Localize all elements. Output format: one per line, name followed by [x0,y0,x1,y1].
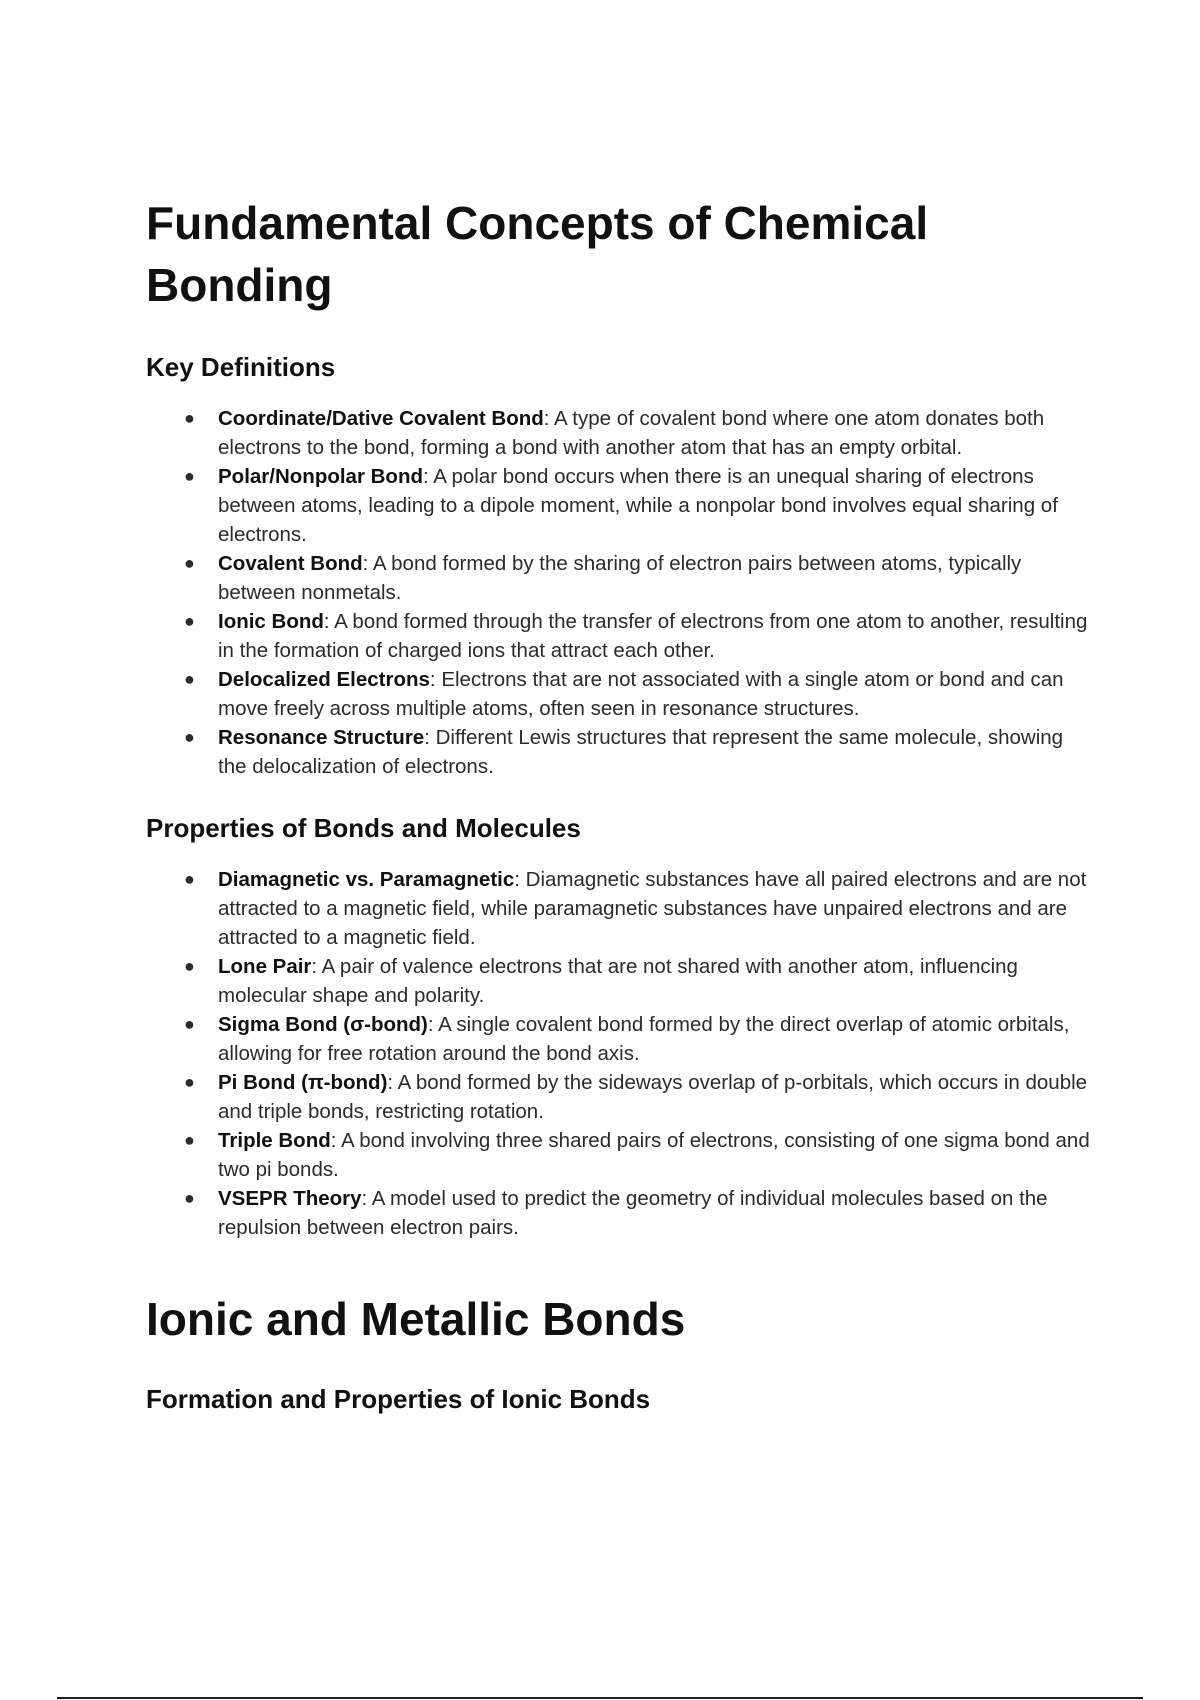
term: Polar/Nonpolar Bond [218,465,423,488]
document-page [146,192,1096,1416]
definition: : Diamagnetic substances have all paired electrons and are not attracted to a magnetic field, while paramagnetic substances have unpaired electrons and are attracted to a magnetic field. [218,868,1087,949]
term: Diamagnetic vs. Paramagnetic [218,868,515,891]
page-bottom-rule [57,1697,1143,1699]
subheading-ionic-bonds: Formation and Properties of Ionic Bonds [146,1384,651,1414]
term: Lone Pair [218,955,312,978]
bullet-icon: ● [184,1014,195,1034]
term: Pi Bond (π-bond) [218,1071,388,1094]
term: VSEPR Theory [218,1187,362,1210]
list-item [146,404,1096,462]
page-title: Fundamental Concepts of Chemical Bonding [146,197,929,311]
bullet-icon: ● [184,611,195,631]
definition: : A bond formed by the sharing of electron pairs between atoms, typically between nonmetals. [218,552,1022,604]
section-title-ionic-metallic: Ionic and Metallic Bonds [146,1293,686,1345]
definition: : A pair of valence electrons that are not shared with another atom, influencing molecular shape and polarity. [218,955,1018,1007]
bullet-icon: ● [184,956,195,976]
bullet-icon: ● [184,553,195,573]
properties-list [146,865,1096,1242]
definition: : Different Lewis structures that represent the same molecule, showing the delocalization of electrons. [218,726,1064,778]
bullet-icon: ● [184,869,195,889]
bullet-icon: ● [184,466,195,486]
section-heading-properties: Properties of Bonds and Molecules [146,813,581,843]
term: Covalent Bond [218,552,363,575]
list-item [146,549,1096,607]
definition: : A bond formed through the transfer of electrons from one atom to another, resulting in the formation of charged ions that attract each other. [218,610,1088,662]
definition: : A single covalent bond formed by the direct overlap of atomic orbitals, allowing for free rotation around the bond axis. [218,1013,1070,1065]
definition: : A bond involving three shared pairs of electrons, consisting of one sigma bond and two pi bonds. [218,1129,1090,1181]
term: Ionic Bond [218,610,324,633]
definition: : A bond formed by the sideways overlap of p-orbitals, which occurs in double and triple bonds, restricting rotation. [218,1071,1088,1123]
definition: : A model used to predict the geometry of individual molecules based on the repulsion between electron pairs. [218,1187,1048,1239]
key-definitions-list [146,404,1096,781]
bullet-icon: ● [184,408,195,428]
term: Delocalized Electrons [218,668,430,691]
list-item [146,665,1096,723]
list-item [146,462,1096,549]
term: Coordinate/Dative Covalent Bond [218,407,544,430]
list-item [146,1184,1096,1242]
bullet-icon: ● [184,1130,195,1150]
section-heading-key-definitions: Key Definitions [146,352,336,382]
list-item [146,607,1096,665]
list-item [146,1126,1096,1184]
bullet-icon: ● [184,1188,195,1208]
list-item [146,1068,1096,1126]
term: Triple Bond [218,1129,331,1152]
definition: : Electrons that are not associated with a single atom or bond and can move freely across multiple atoms, often seen in resonance structures. [218,668,1064,720]
bullet-icon: ● [184,1072,195,1092]
definition: : A type of covalent bond where one atom donates both electrons to the bond, forming a bond with another atom that has an empty orbital. [218,407,1045,459]
term: Sigma Bond (σ-bond) [218,1013,428,1036]
bullet-icon: ● [184,727,195,747]
list-item [146,1010,1096,1068]
bullet-icon: ● [184,669,195,689]
list-item [146,952,1096,1010]
definition: : A polar bond occurs when there is an unequal sharing of electrons between atoms, leading to a dipole moment, while a nonpolar bond involves equal sharing of electrons. [218,465,1058,546]
list-item [146,865,1096,952]
term: Resonance Structure [218,726,425,749]
list-item [146,723,1096,781]
